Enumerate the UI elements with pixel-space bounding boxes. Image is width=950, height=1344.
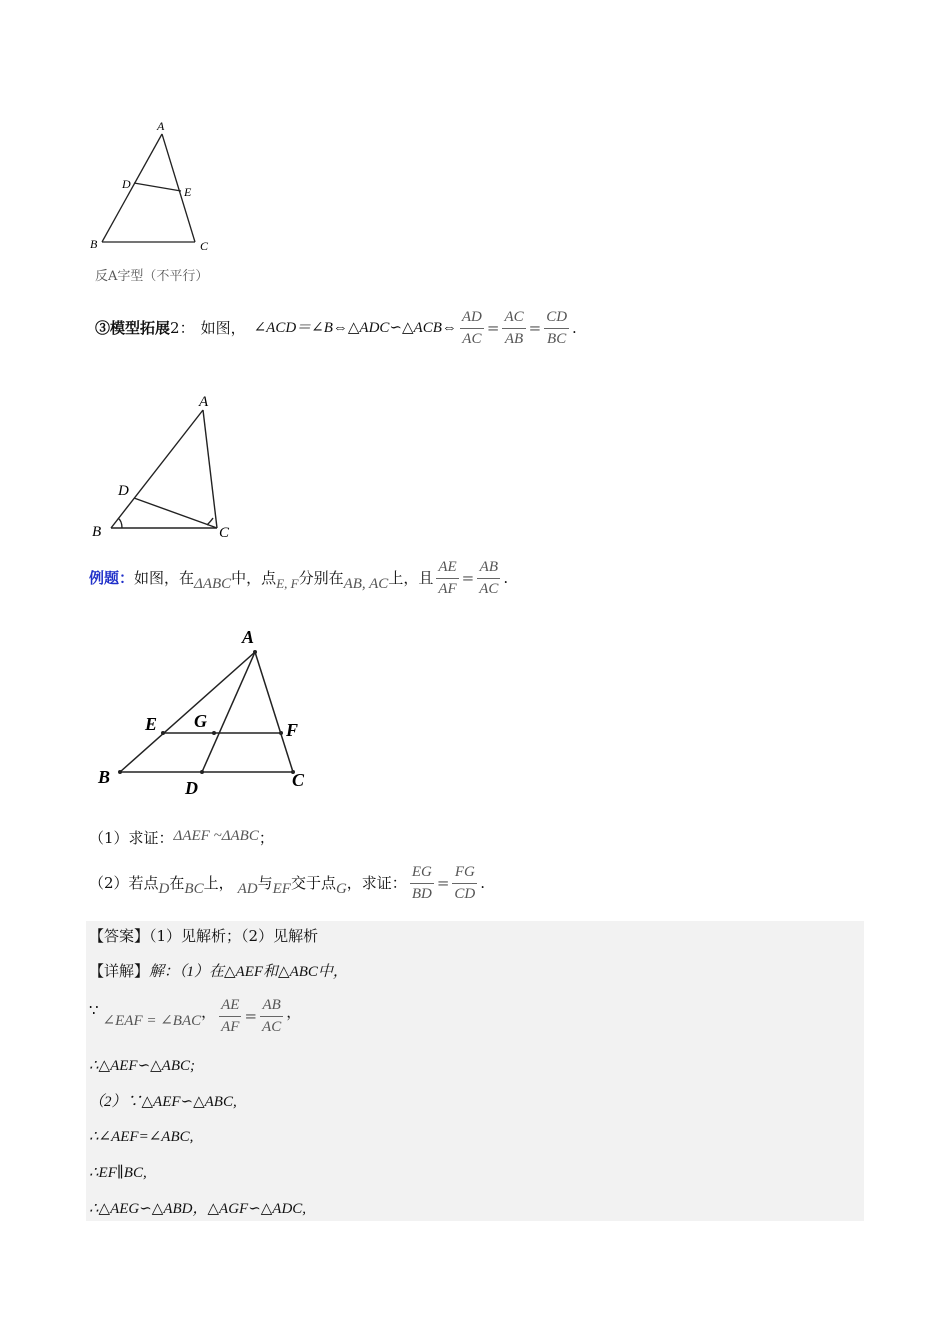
model-extension-2 (95, 302, 577, 354)
detail-text: 解：（1）在△AEF和△ABC中， (149, 964, 348, 980)
model2-frac1: $\frac{AD}{AC}$ (461, 308, 482, 347)
question-1 (89, 826, 274, 850)
q2-side-bc: BC (184, 881, 204, 897)
q2-text-3: 与 (257, 874, 273, 892)
example-eq: = (461, 569, 475, 587)
q2-text-2: 上， (203, 874, 234, 892)
figure1-caption: 反A字型（不平行） (95, 269, 209, 284)
q2-point-g: G (335, 881, 347, 897)
answer-line3-end: ， (286, 1003, 302, 1021)
figure-model-2 (85, 390, 245, 545)
example-triangle: ΔABC (194, 576, 232, 592)
q2-text-1: 在 (169, 874, 185, 892)
q2-seg-ef: EF (272, 881, 291, 897)
q2-number: （2）若点 (89, 874, 159, 892)
model2-prefix: ③模型拓展 (95, 319, 171, 337)
fig1-label-b: B (90, 237, 98, 251)
model2-eq1: = (486, 319, 500, 337)
q2-eq: = (436, 874, 450, 892)
fig1-label-e: E (184, 185, 192, 199)
fig3-label-b: B (98, 767, 111, 787)
example-points: E, F (276, 576, 299, 591)
fig2-label-a: A (199, 394, 209, 410)
fig3-label-c: C (292, 770, 305, 790)
q2-frac2: $\frac{FG}{CD}$ (454, 863, 476, 902)
q2-text-4: 交于点 (290, 874, 336, 892)
answer-line-7: ∴EF∥BC, (89, 1165, 147, 1181)
q2-point-d: D (158, 881, 170, 897)
figure-example (90, 622, 330, 802)
fig1-label-c: C (200, 239, 209, 253)
answer-line-3 (89, 993, 301, 1039)
answer-line-8: ∴△AEG∽△ABD，△AGF∽△ADC, (89, 1201, 307, 1217)
example-frac1: $\frac{AE}{AF}$ (438, 558, 457, 597)
fig2-label-c: C (219, 525, 230, 541)
q2-text-5: ，求证： (346, 874, 407, 892)
fig3-label-f: F (286, 720, 299, 740)
model2-colon: ： (179, 319, 195, 337)
fig3-label-g: G (194, 711, 207, 731)
model2-number: 2 (170, 319, 180, 337)
model2-eq2: = (528, 319, 542, 337)
answer-line-5: （2）∵△AEF∽△ABC, (89, 1094, 237, 1110)
answer-frac1: $\frac{AE}{AF}$ (221, 996, 240, 1035)
angle-equality: ∠EAF = ∠BAC (102, 1013, 202, 1029)
fig3-label-e: E (145, 714, 158, 734)
model2-end: . (572, 319, 577, 337)
example-statement (89, 552, 508, 604)
answer-line-6: ∴∠AEF=∠ABC, (89, 1129, 194, 1145)
fig3-label-d: D (185, 778, 198, 798)
example-label: 例题： (89, 569, 135, 587)
model2-frac3: $\frac{CD}{BC}$ (546, 308, 568, 347)
detail-label: 【详解】 (89, 962, 150, 980)
example-frac2: $\frac{AB}{AC}$ (479, 558, 499, 597)
example-text-2: 中，点 (231, 569, 277, 587)
question-2 (89, 858, 485, 908)
example-sides: AB, AC (343, 576, 389, 592)
because-symbol: ∵ (89, 1001, 99, 1019)
figure-reverse-a-shape (85, 115, 225, 260)
q2-end: . (480, 874, 486, 892)
answer-line-4: ∴△AEF∽△ABC; (89, 1058, 195, 1074)
fig3-label-a: A (242, 627, 255, 647)
model2-statement: ∠ACD＝∠B⇔△ADC∽△ACB⇔ (253, 320, 457, 336)
model2-frac2: $\frac{AC}{AB}$ (504, 308, 524, 347)
answer-frac2: $\frac{AB}{AC}$ (262, 996, 282, 1035)
model2-text1: 如图， (200, 319, 246, 337)
q1-expression: ΔAEF ~ΔABC (173, 828, 259, 844)
q1-number: （1）求证： (89, 829, 174, 847)
fig1-label-d: D (122, 177, 131, 191)
comma: ， (201, 1003, 217, 1021)
q2-seg-ad: AD (237, 881, 258, 897)
example-text-1: 如图，在 (134, 569, 195, 587)
answer-line-1 (89, 926, 318, 946)
answer-text: （1）见解析；（2）见解析 (149, 927, 319, 945)
q1-end: ； (258, 829, 274, 847)
fig2-label-d: D (118, 483, 129, 499)
q2-frac1: $\frac{EG}{BD}$ (411, 863, 432, 902)
example-text-3: 分别在 (298, 569, 344, 587)
example-end: . (503, 569, 509, 587)
answer-label: 【答案】 (89, 927, 150, 945)
fig1-label-a: A (157, 119, 165, 133)
answer-line-2 (89, 961, 348, 982)
answer-eq: = (244, 1007, 258, 1025)
fig2-label-b: B (92, 524, 102, 540)
example-text-4: 上，且 (388, 569, 434, 587)
